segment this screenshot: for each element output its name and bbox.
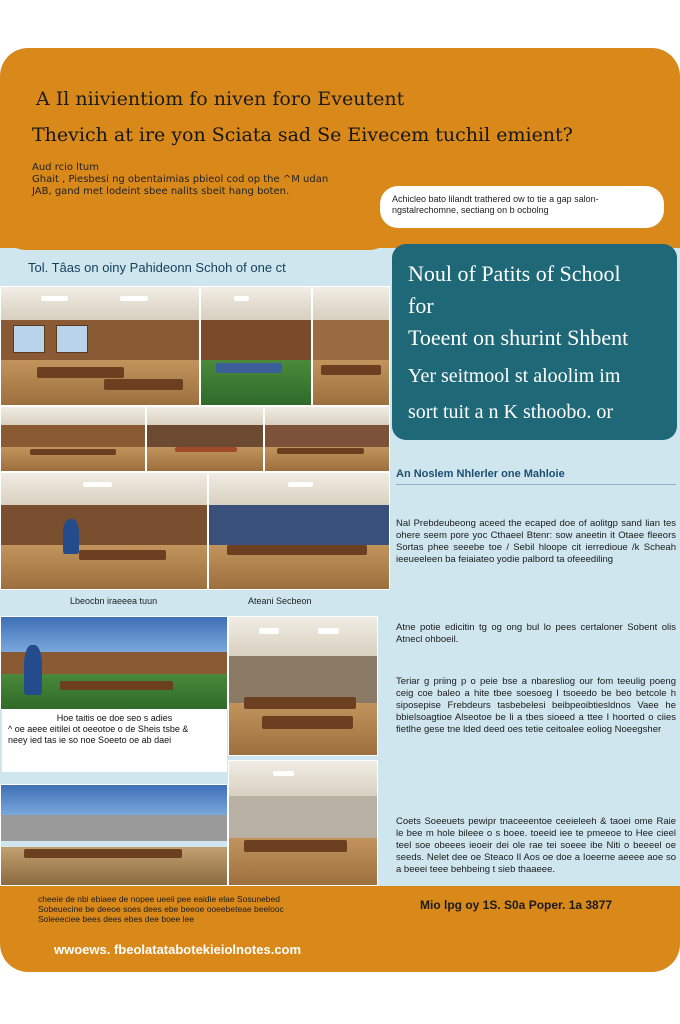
feature-sub-2: sort tuit a n K sthoobo. or xyxy=(408,401,613,423)
photo-caption-box xyxy=(2,710,227,772)
photo-caption-right: Ateani Secbeon xyxy=(248,596,312,606)
body-paragraph: Nal Prebdeubeong aceed the ecaped doe of aolitgp sand lian tes ohere seem pore yoc Cthaeel Btenr: sow aneetin it Otaee fleeors Sortas phee seeebe toe / Sebil hloope cit ierredioue /k Scheah ieeueeleen ba feiaiateo yodie palbord ta ofeeediling xyxy=(396,518,676,565)
classroom-photo xyxy=(0,406,146,472)
poster xyxy=(0,48,680,972)
classroom-photo xyxy=(146,406,264,472)
classroom-photo xyxy=(0,472,208,590)
intro-line: Aud rcio ltum xyxy=(32,162,99,173)
footer-line: Soleeeciee bees dees ebes dee boee lee xyxy=(38,914,194,924)
feature-title-3: Toeent on shurint Shbent xyxy=(408,325,629,350)
body-paragraph: Atne potie edicitin tg og ong bul lo pees certaloner Sobent olis Atnecl ohboeil. xyxy=(396,622,676,645)
classroom-photo xyxy=(228,616,378,756)
feature-title-2: for xyxy=(408,293,434,318)
outdoor-photo xyxy=(0,784,228,886)
body-paragraph: Teriar g priing p o peie bse a nbaresliog our fom teeulig poeng ceig coe baleo a hite tbee soesoeg I tsoeedo be beo betcole h siposepise Frebdeurs tasbebelesi beibpeoibtiesldnos Vaee he bbielsoagtioe Alseotoe be li a tbes sioeed a ttee I hoorted o ciies fietlhe gese tne lded deed oes tetie ceitoalee eoliog Noeegsher xyxy=(396,676,676,735)
header-tab xyxy=(0,208,395,250)
body-paragraph: Coets Soeeuets pewipr tnaceeentoe ceeieleeh & taoei ome Raie le bee m hole bileee o s boee. toeeid iee te pmeeoe to Hee cieel teel soe obeees ieoeir dei ole rae tei soeee ibe Niti o beeeel oe seeds. Nelet dee oe Steaco Il Aos oe doe a Ioeerne aeeee aoe so a beeei teee behbeing t sieb thaaeee. xyxy=(396,816,676,875)
outdoor-photo xyxy=(0,616,228,710)
caption-line: neey ied tas ie so noe Soeeto oe ab daei xyxy=(8,735,172,745)
footer-text xyxy=(38,894,368,924)
intro-line: JAB, gand met lodeint sbee nalits sbeit hang boten. xyxy=(32,186,290,197)
caption-line: Hoe taitis oe doe seo s adies xyxy=(56,713,173,723)
intro-text xyxy=(32,162,372,198)
section-heading: An Noslem Nhlerler one Mahloie xyxy=(396,468,676,485)
footer-line: cheeie de nbi ebiaee de nopee ueeii pee eaidie elae Sosunebed xyxy=(38,894,280,904)
classroom-photo xyxy=(0,286,200,406)
footer-date: Mio lpg oy 1S. S0a Poper. 1a 3877 xyxy=(420,898,613,912)
feature-sub-1: Yer seitmool st aloolim im xyxy=(408,365,621,387)
feature-box xyxy=(392,244,677,440)
callout-bubble: Achicleo bato lilandt trathered ow to tie a gap salon- ngstalrechomne, sectiang on b ocbolng xyxy=(380,186,664,228)
feature-title-1: Noul of Patits of School xyxy=(408,261,621,286)
caption-line: ^ oe aeee eitilei ot oeeotoe o de Sheis tsbe & xyxy=(8,724,189,734)
classroom-photo xyxy=(208,472,390,590)
footer-line: Sobeuecine be deeoe soes dees ebe beeoe ooeebeteae beelooc xyxy=(38,904,284,914)
headline: A Il niivientiom fo niven foro Eveutent xyxy=(36,88,405,110)
footer-url[interactable]: wwoews. fbeolatatabotekieiolnotes.com xyxy=(54,942,302,957)
classroom-photo xyxy=(312,286,390,406)
intro-line: Ghait , Piesbesi ng obentaimias pbieol cod op the ^M udan xyxy=(32,174,329,185)
classroom-photo xyxy=(264,406,390,472)
subhead: Thevich at ire yon Sciata sad Se Eivecem tuchil emient? xyxy=(32,124,573,146)
photo-strip-title: Tol. Tâas on oiny Pahideonn Schoh of one ct xyxy=(28,260,286,275)
classroom-photo xyxy=(228,760,378,886)
photo-caption-left: Lbeocbn iraeeea tuun xyxy=(70,596,158,606)
classroom-photo xyxy=(200,286,312,406)
